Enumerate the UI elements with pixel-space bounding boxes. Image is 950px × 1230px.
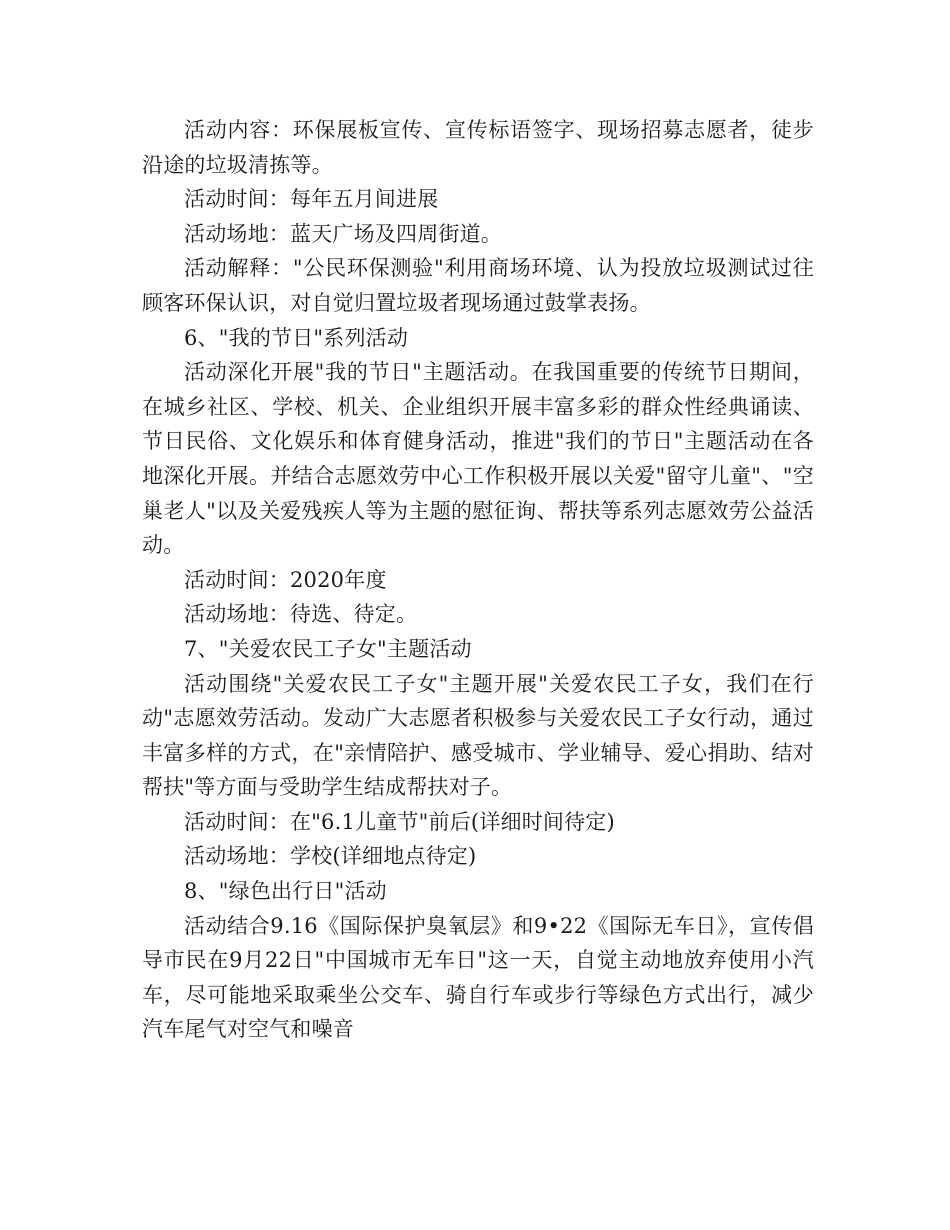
paragraph-activity-time: 活动时间：每年五月间进展	[184, 187, 439, 212]
document-body	[142, 113, 814, 1047]
paragraph-my-festival: 活动深化开展"我的节日"主题活动。在我国重要的传统节日期间，在城乡社区、学校、机关、企业组织开展丰富多彩的群众性经典诵读、节日民俗、文化娱乐和体育健身活动，推进"我们的节日"主题活动在各地深化开展。并结合志愿效劳中心工作积极开展以关爱"留守儿童"、"空巢老人"以及关爱残疾人等为主题的慰征询、帮扶等系列志愿效劳公益活动。	[142, 360, 814, 558]
paragraph-activity-venue: 活动场地：蓝天广场及四周街道。	[184, 221, 502, 246]
paragraph-activity-venue-3: 活动场地：学校(详细地点待定)	[184, 844, 477, 869]
paragraph-activity-explanation: 活动解释："公民环保测验"利用商场环境、认为投放垃圾测试过往顾客环保认识，对自觉归置垃圾者现场通过鼓掌表扬。	[142, 256, 814, 315]
paragraph-migrant-children: 活动围绕"关爱农民工子女"主题开展"关爱农民工子女，我们在行动"志愿效劳活动。发动广大志愿者积极参与关爱农民工子女行动，通过丰富多样的方式，在"亲情陪护、感受城市、学业辅导、爱心捐助、结对帮扶"等方面与受助学生结成帮扶对子。	[142, 671, 814, 800]
paragraph-activity-time-2: 活动时间：2020年度	[184, 567, 387, 592]
section-heading-7: 7、"关爱农民工子女"主题活动	[184, 636, 472, 661]
paragraph-activity-content: 活动内容：环保展板宣传、宣传标语签字、现场招募志愿者，徒步沿途的垃圾清拣等。	[142, 118, 814, 177]
paragraph-activity-time-3: 活动时间：在"6.1儿童节"前后(详细时间待定)	[184, 809, 615, 834]
paragraph-activity-venue-2: 活动场地：待选、待定。	[184, 602, 418, 627]
section-heading-8: 8、"绿色出行日"活动	[184, 879, 387, 904]
paragraph-green-travel: 活动结合9.16《国际保护臭氧层》和9•22《国际无车日》，宣传倡导市民在9月22日"中国城市无车日"这一天，自觉主动地放弃使用小汽车，尽可能地采取乘坐公交车、骑自行车或步行等绿色方式出行，减少汽车尾气对空气和噪音	[142, 913, 814, 1042]
section-heading-6: 6、"我的节日"系列活动	[184, 325, 409, 350]
